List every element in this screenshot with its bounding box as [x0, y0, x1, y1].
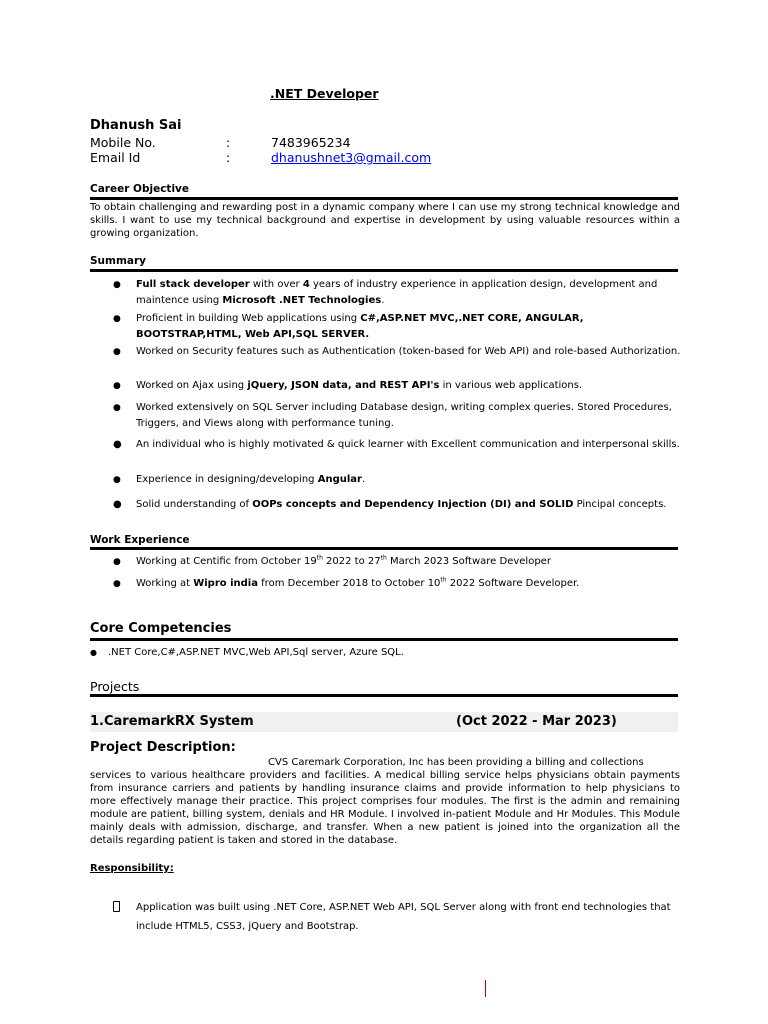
project-description-text: services to various healthcare providers and facilities. A medical billing service helps physicians obtain payments from insurance carriers and patients by handling insurance claims and provide information to help physicians to more effectively manage their practice. This project comprises four modules. The first is the admin and remaining module are patient, billing system, denials and HR Module. I involved in-patient Module and Hr Modules. This Module mainly deals with admission, discharge, and transfer. When a new patient is joined into the organization all the details regarding patient is taken and stored in the database. — [90, 770, 680, 846]
bullet-icon: ● — [113, 499, 122, 510]
summary-text: in various web applications. — [439, 380, 583, 391]
core-competencies-text: .NET Core,C#,ASP.NET MVC,Web API,Sql server, Azure SQL. — [107, 647, 404, 658]
bullet-icon: ● — [113, 557, 121, 567]
bullet-icon: ● — [113, 314, 121, 324]
summary-text: An individual who is highly motivated & quick learner with Excellent communication and interpersonal skills. — [136, 439, 680, 450]
work-text: 2022 Software Developer. — [446, 578, 580, 589]
work-bold: Wipro india — [193, 578, 258, 589]
work-text: Working at Centific from October 19 — [136, 556, 317, 567]
project-description-heading: Project Description: — [90, 740, 236, 755]
work-experience-rule — [90, 547, 678, 550]
ordinal-suffix: th — [440, 576, 447, 584]
summary-bold: Angular — [317, 474, 362, 485]
email-label: Email Id — [90, 150, 141, 165]
summary-text: years of industry experience in application design, development and maintence using — [136, 279, 658, 306]
ordinal-suffix: th — [316, 554, 323, 562]
mobile-value: 7483965234 — [271, 135, 351, 150]
work-text: Working at — [136, 578, 194, 589]
summary-text: . — [361, 474, 366, 485]
summary-text: with over — [249, 279, 303, 290]
summary-text: Worked on Ajax using — [136, 380, 248, 391]
summary-text: Worked on Security features such as Authentication (token-based for Web API) and role-based Authorization. — [136, 346, 681, 357]
email-link[interactable]: dhanushnet3@gmail.com — [271, 150, 432, 165]
responsibility-heading: Responsibility: — [90, 863, 174, 874]
text-cursor-mark — [485, 980, 486, 997]
bullet-icon: ● — [113, 403, 121, 413]
summary-rule — [90, 269, 678, 272]
candidate-name: Dhanush Sai — [90, 118, 182, 133]
core-competencies-item — [90, 647, 404, 658]
box-glyph-icon — [113, 901, 120, 912]
summary-bold: jQuery, JSON data, and REST API's — [247, 380, 440, 391]
summary-text: Proficient in building Web applications using — [136, 313, 361, 324]
project-description-first-line: CVS Caremark Corporation, Inc has been providing a billing and collections — [268, 757, 644, 768]
bullet-icon: ● — [113, 475, 121, 485]
bullet-icon: ● — [113, 579, 121, 589]
bullet-icon: ● — [113, 347, 121, 357]
bullet-icon: ● — [113, 381, 121, 391]
summary-bold: 4 — [302, 279, 310, 290]
core-competencies-heading: Core Competencies — [90, 621, 232, 636]
mobile-label: Mobile No. — [90, 135, 156, 150]
projects-heading: Projects — [90, 679, 140, 694]
work-text: from December 2018 to October 10 — [257, 578, 441, 589]
career-objective-heading: Career Objective — [90, 183, 190, 195]
career-objective-rule — [90, 197, 678, 200]
email-separator: : — [226, 150, 231, 165]
summary-bold: OOPs concepts and Dependency Injection (DI) and SOLID — [252, 499, 574, 510]
project-title: 1.CaremarkRX System — [90, 714, 254, 729]
mobile-separator: : — [226, 135, 231, 150]
projects-rule — [90, 694, 678, 697]
summary-bold: Microsoft .NET Technologies — [222, 295, 382, 306]
summary-text: Experience in designing/developing — [136, 474, 318, 485]
bullet-icon: ● — [90, 648, 97, 657]
summary-bold: Full stack developer — [136, 279, 250, 290]
work-text: 2022 to 27 — [322, 556, 381, 567]
core-competencies-rule — [90, 638, 678, 641]
ordinal-suffix: th — [380, 554, 387, 562]
responsibility-text: Application was built using .NET Core, ASP.NET Web API, SQL Server along with front end technologies that include HTML5, CSS3, jQuery and Bootstrap. — [136, 902, 671, 932]
work-experience-heading: Work Experience — [90, 534, 190, 546]
bullet-icon: ● — [113, 439, 122, 450]
summary-text: Worked extensively on SQL Server including Database design, writing complex queries. Stored Procedures, Triggers, and Views along with performance tuning. — [136, 402, 672, 429]
work-text: March 2023 Software Developer — [386, 556, 551, 567]
career-objective-text: To obtain challenging and rewarding post in a dynamic company where I can use my strong technical knowledge and skills. I want to use my technical background and expertise in development by using valuable resources within a growing organization. — [90, 202, 680, 239]
bullet-icon: ● — [113, 280, 121, 290]
page-title: .NET Developer — [270, 86, 379, 101]
summary-heading: Summary — [90, 255, 147, 267]
summary-bold: C#,ASP.NET MVC,.NET CORE, ANGULAR, BOOTSTRAP,HTML, Web API,SQL SERVER. — [136, 313, 584, 340]
summary-text: Pincipal concepts. — [573, 499, 667, 510]
summary-text: Solid understanding of — [136, 499, 253, 510]
project-dates: (Oct 2022 - Mar 2023) — [456, 714, 617, 729]
summary-text: . — [381, 295, 385, 306]
